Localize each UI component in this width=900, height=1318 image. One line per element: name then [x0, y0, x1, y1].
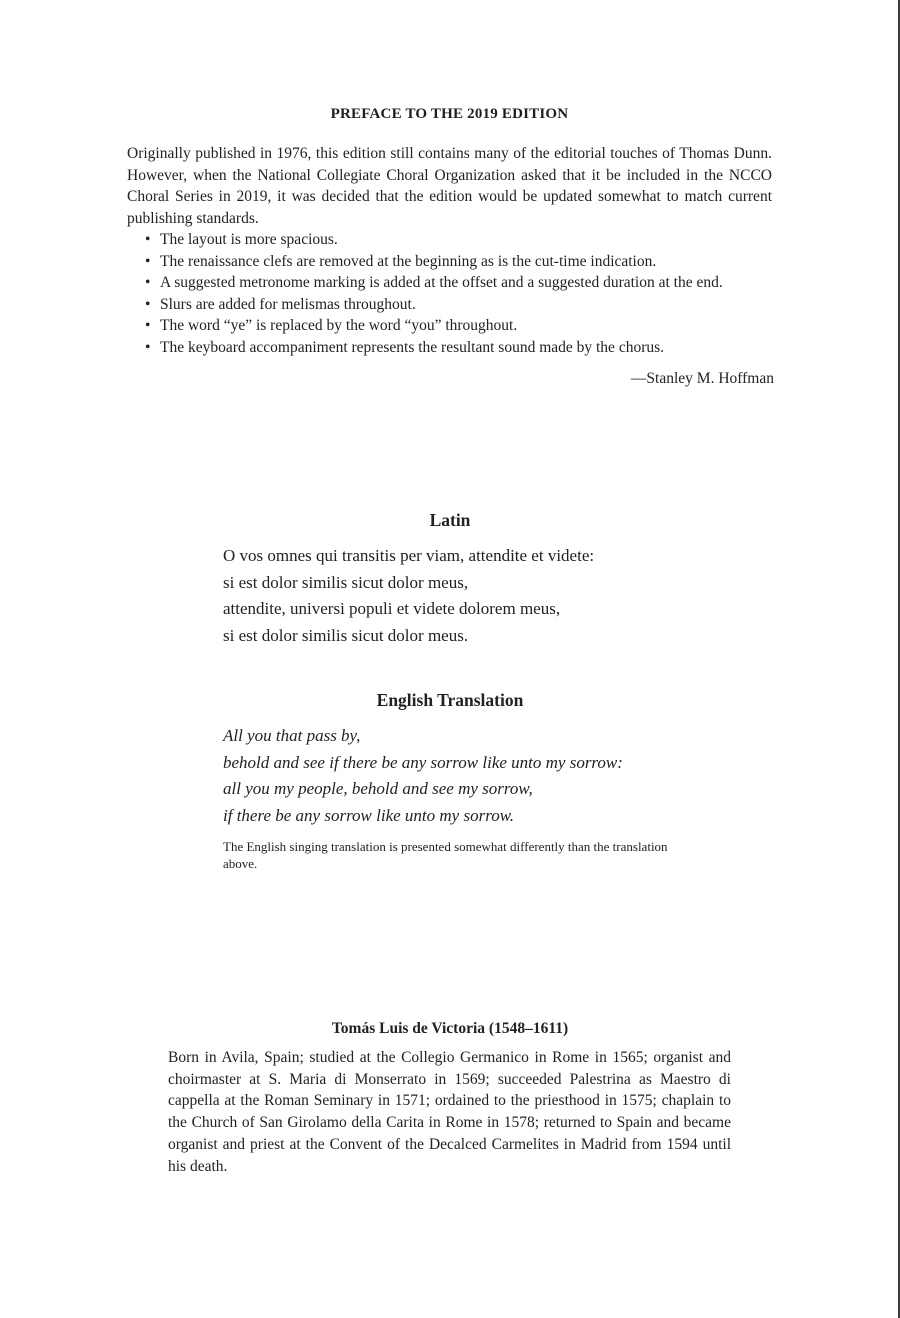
bullet-item: • The keyboard accompaniment represents the resultant sound made by the chorus. [160, 337, 772, 359]
bullet-item: • The renaissance clefs are removed at the beginning as is the cut-time indication. [160, 251, 772, 273]
english-translation-heading: English Translation [376, 690, 524, 710]
latin-text-block [223, 543, 693, 649]
translation-note: The English singing translation is presented somewhat differently than the translation above. [223, 839, 668, 871]
english-line: if there be any sorrow like unto my sorrow. [223, 805, 515, 825]
latin-heading: Latin [429, 510, 471, 530]
english-line: all you my people, behold and see my sorrow, [223, 779, 533, 798]
preface-paragraph: Originally published in 1976, this edition still contains many of the editorial touches of Thomas Dunn. However, when the National Collegiate Choral Organization asked that it be included in the NCCO Choral Series in 2019, it was decided that the edition would be updated somewhat to match current publishing standards. [127, 145, 772, 227]
latin-line: attendite, universi populi et videte dolorem meus, [223, 599, 561, 618]
bullet-item: • Slurs are added for melismas throughout. [160, 294, 772, 316]
preface-signature: —Stanley M. Hoffman [630, 370, 774, 387]
english-line: behold and see if there be any sorrow like unto my sorrow: [223, 752, 623, 772]
bullet-item: • The word “ye” is replaced by the word “you” throughout. [160, 315, 772, 337]
bullet-item: • The layout is more spacious. [160, 229, 772, 251]
latin-line: O vos omnes qui transitis per viam, attendite et videte: [223, 546, 595, 565]
english-text-block [223, 723, 693, 872]
composer-heading: Tomás Luis de Victoria (1548–1611) [331, 1020, 569, 1037]
composer-bio: Born in Avila, Spain; studied at the Collegio Germanico in Rome in 1565; organist and choirmaster at S. Maria di Monserrato in 1569; succeeded Palestrina as Maestro di cappella at the Roman Seminary in 1571; ordained to the priesthood in 1575; chaplain to the Church of San Girolamo della Carita in Rome in 1578; returned to Spain and became organist and priest at the Convent of the Decalced Carmelites in Madrid from 1594 until his death. [168, 1049, 731, 1175]
preface-bullet-list [127, 229, 772, 358]
english-line: All you that pass by, [223, 726, 361, 745]
latin-line: si est dolor similis sicut dolor meus, [223, 572, 469, 592]
bullet-item: • A suggested metronome marking is added at the offset and a suggested duration at the end. [160, 272, 772, 294]
latin-line: si est dolor similis sicut dolor meus. [223, 625, 469, 645]
preface-title: PREFACE TO THE 2019 EDITION [330, 106, 569, 122]
preface-section [127, 106, 772, 388]
